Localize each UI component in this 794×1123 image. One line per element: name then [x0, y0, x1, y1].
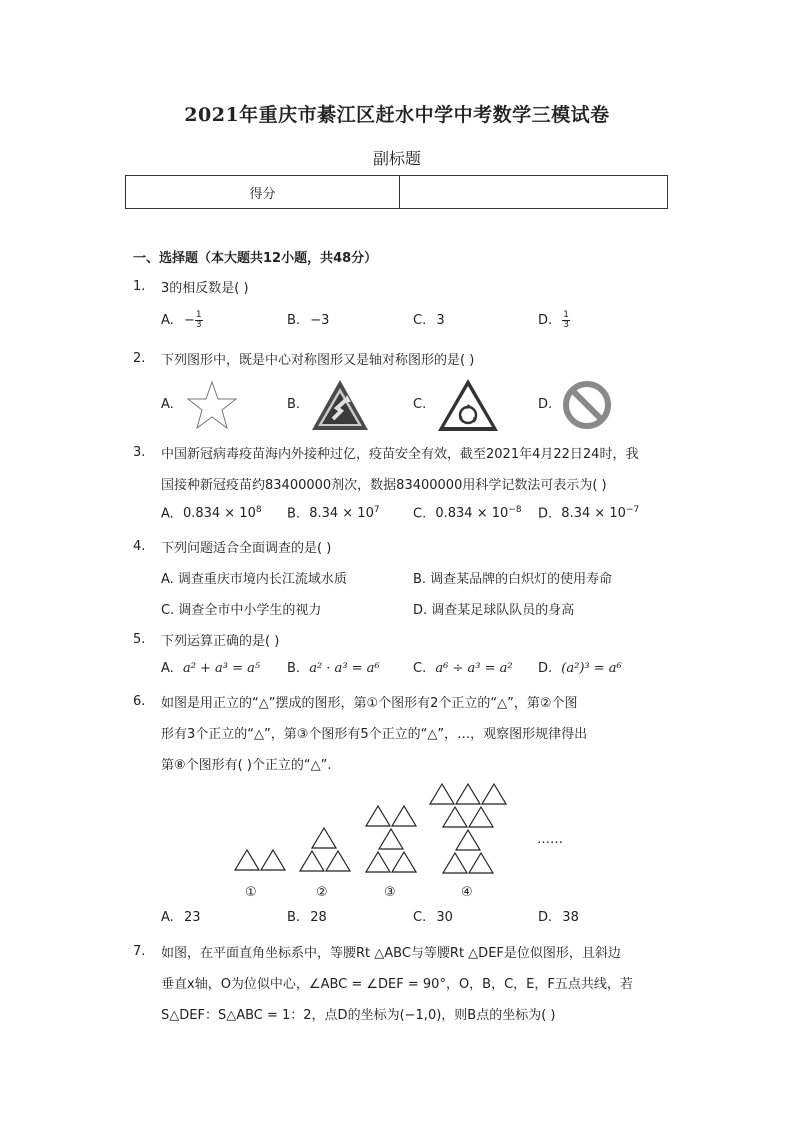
q4-stem: 下列问题适合全面调查的是( ): [161, 541, 332, 556]
section-heading: 一、选择题（本大题共12小题，共48分）: [133, 251, 378, 266]
q2-stem: 下列图形中，既是中心对称图形又是轴对称图形的是( ): [161, 353, 475, 368]
option-label: B.: [287, 910, 301, 925]
option-label: D.: [538, 506, 553, 522]
triangle-icon: [469, 807, 493, 827]
option-text: 23: [183, 910, 201, 925]
q2-option-c-label[interactable]: C.: [413, 397, 427, 412]
exponent: 7: [373, 505, 380, 515]
figure-label-4: ④: [461, 885, 473, 900]
option-label: D.: [538, 910, 553, 925]
q7-stem-line2: 垂直x轴，O为位似中心，∠ABC = ∠DEF = 90°，O，B，C，E，F五点共线，若: [161, 977, 633, 992]
q4-option-a[interactable]: A. 调查重庆市境内长江流域水质: [161, 572, 347, 587]
option-label: D.: [538, 313, 553, 328]
option-label: C.: [413, 313, 427, 328]
q6-option-d[interactable]: [538, 910, 579, 925]
figure-label-3: ③: [384, 885, 396, 900]
triangle-icon: [392, 852, 416, 872]
option-label: A.: [161, 313, 174, 328]
option-text: 28: [310, 910, 327, 925]
option-label: B.: [287, 661, 301, 676]
q5-number: 5.: [133, 632, 146, 647]
option-expression: a⁶ ÷ a³ = a²: [435, 661, 513, 676]
exponent: −7: [625, 505, 640, 515]
exponent: −8: [508, 505, 522, 515]
triangle-icon: [456, 830, 480, 850]
page-title: 2021年重庆市綦江区赶水中学中考数学三模试卷: [184, 104, 610, 126]
q5-stem: 下列运算正确的是( ): [161, 634, 280, 649]
q4-number: 4.: [133, 539, 146, 554]
option-base: 8.34 × 10: [309, 506, 374, 522]
denominator: 3: [563, 320, 570, 330]
triangle-icon: [443, 853, 467, 873]
exponent: 8: [255, 505, 262, 515]
q1-number: 1.: [133, 279, 146, 294]
triangle-icon: [261, 850, 285, 870]
q2-option-d-label[interactable]: D.: [538, 397, 553, 412]
triangle-icon: [366, 852, 390, 872]
triangle-icon: [326, 851, 350, 871]
option-text: 30: [436, 910, 453, 925]
q2-option-a-label[interactable]: A.: [161, 397, 174, 412]
option-base: 8.34 × 10: [561, 506, 626, 522]
figure-ellipsis: ……: [537, 832, 563, 847]
triangle-icon: [379, 829, 403, 849]
q2-number: 2.: [133, 351, 146, 366]
option-base: 0.834 × 10: [182, 506, 256, 522]
q7-stem-line1: 如图，在平面直角坐标系中，等腰Rt △ABC与等腰Rt △DEF是位似图形，且斜边: [161, 946, 621, 961]
q6-option-c[interactable]: [413, 910, 453, 925]
q6-number: 6.: [133, 694, 146, 709]
minus-sign: −: [183, 313, 195, 328]
q1-stem: 3的相反数是( ): [161, 281, 249, 296]
q4-option-c[interactable]: C. 调查全市中小学生的视力: [161, 603, 322, 618]
q6-stem-line1: 如图是用正立的“△”摆成的图形，第①个图形有2个正立的“△”，第②个图: [161, 696, 578, 711]
option-label: A.: [161, 506, 174, 522]
numerator: 1: [563, 310, 570, 320]
q7-stem-line3: S△DEF：S△ABC = 1：2，点D的坐标为(−1,0)，则B点的坐标为( ): [161, 1008, 556, 1023]
figure-label-2: ②: [316, 885, 328, 900]
numerator: 1: [195, 310, 202, 320]
option-label: C.: [413, 661, 427, 676]
option-label: B.: [287, 506, 301, 522]
option-base: 0.834 × 10: [435, 506, 509, 522]
option-label: A.: [161, 910, 174, 925]
triangle-icon: [456, 784, 480, 804]
triangle-icon: [235, 850, 259, 870]
q6-option-a[interactable]: [161, 910, 200, 925]
denominator: 3: [195, 320, 202, 330]
triangle-icon: [300, 851, 324, 871]
triangle-icon: [482, 784, 506, 804]
q6-option-b[interactable]: [287, 910, 327, 925]
option-text: 38: [562, 910, 579, 925]
q3-stem-line1: 中国新冠病毒疫苗海内外接种过亿，疫苗安全有效，截至2021年4月22日24时，我: [161, 447, 639, 462]
q6-stem-line3: 第⑧个图形有( )个正立的“△”.: [161, 758, 332, 773]
option-label: C.: [413, 910, 427, 925]
option-label: C.: [413, 506, 427, 522]
triangle-icon: [312, 828, 336, 848]
triangle-icon: [392, 806, 416, 826]
q3-stem-line2: 国接种新冠疫苗约83400000剂次，数据83400000用科学记数法可表示为( ): [161, 478, 607, 493]
triangle-icon: [430, 784, 454, 804]
triangle-icon: [366, 806, 390, 826]
option-label: D.: [538, 661, 553, 676]
q3-number: 3.: [133, 445, 146, 460]
figure-label-1: ①: [245, 885, 257, 900]
triangle-icon: [469, 853, 493, 873]
triangle-icon: [443, 807, 467, 827]
q2-option-b-label[interactable]: B.: [287, 397, 301, 412]
score-label: 得分: [126, 176, 400, 209]
q6-stem-line2: 形有3个正立的“△”，第③个图形有5个正立的“△”，…，观察图形规律得出: [161, 727, 588, 742]
option-text: −3: [310, 313, 330, 328]
option-expression: (a²)³ = a⁶: [561, 661, 622, 676]
option-text: 3: [436, 313, 445, 328]
q4-option-b[interactable]: B. 调查某品牌的白炽灯的使用寿命: [413, 572, 613, 587]
option-expression: a² + a³ = a⁵: [182, 661, 261, 676]
q7-number: 7.: [133, 944, 146, 959]
option-expression: a² · a³ = a⁶: [309, 661, 380, 676]
option-label: A.: [161, 661, 174, 676]
q4-option-d[interactable]: D. 调查某足球队队员的身高: [413, 603, 575, 618]
page-subtitle: 副标题: [372, 149, 421, 168]
option-label: B.: [287, 313, 301, 328]
